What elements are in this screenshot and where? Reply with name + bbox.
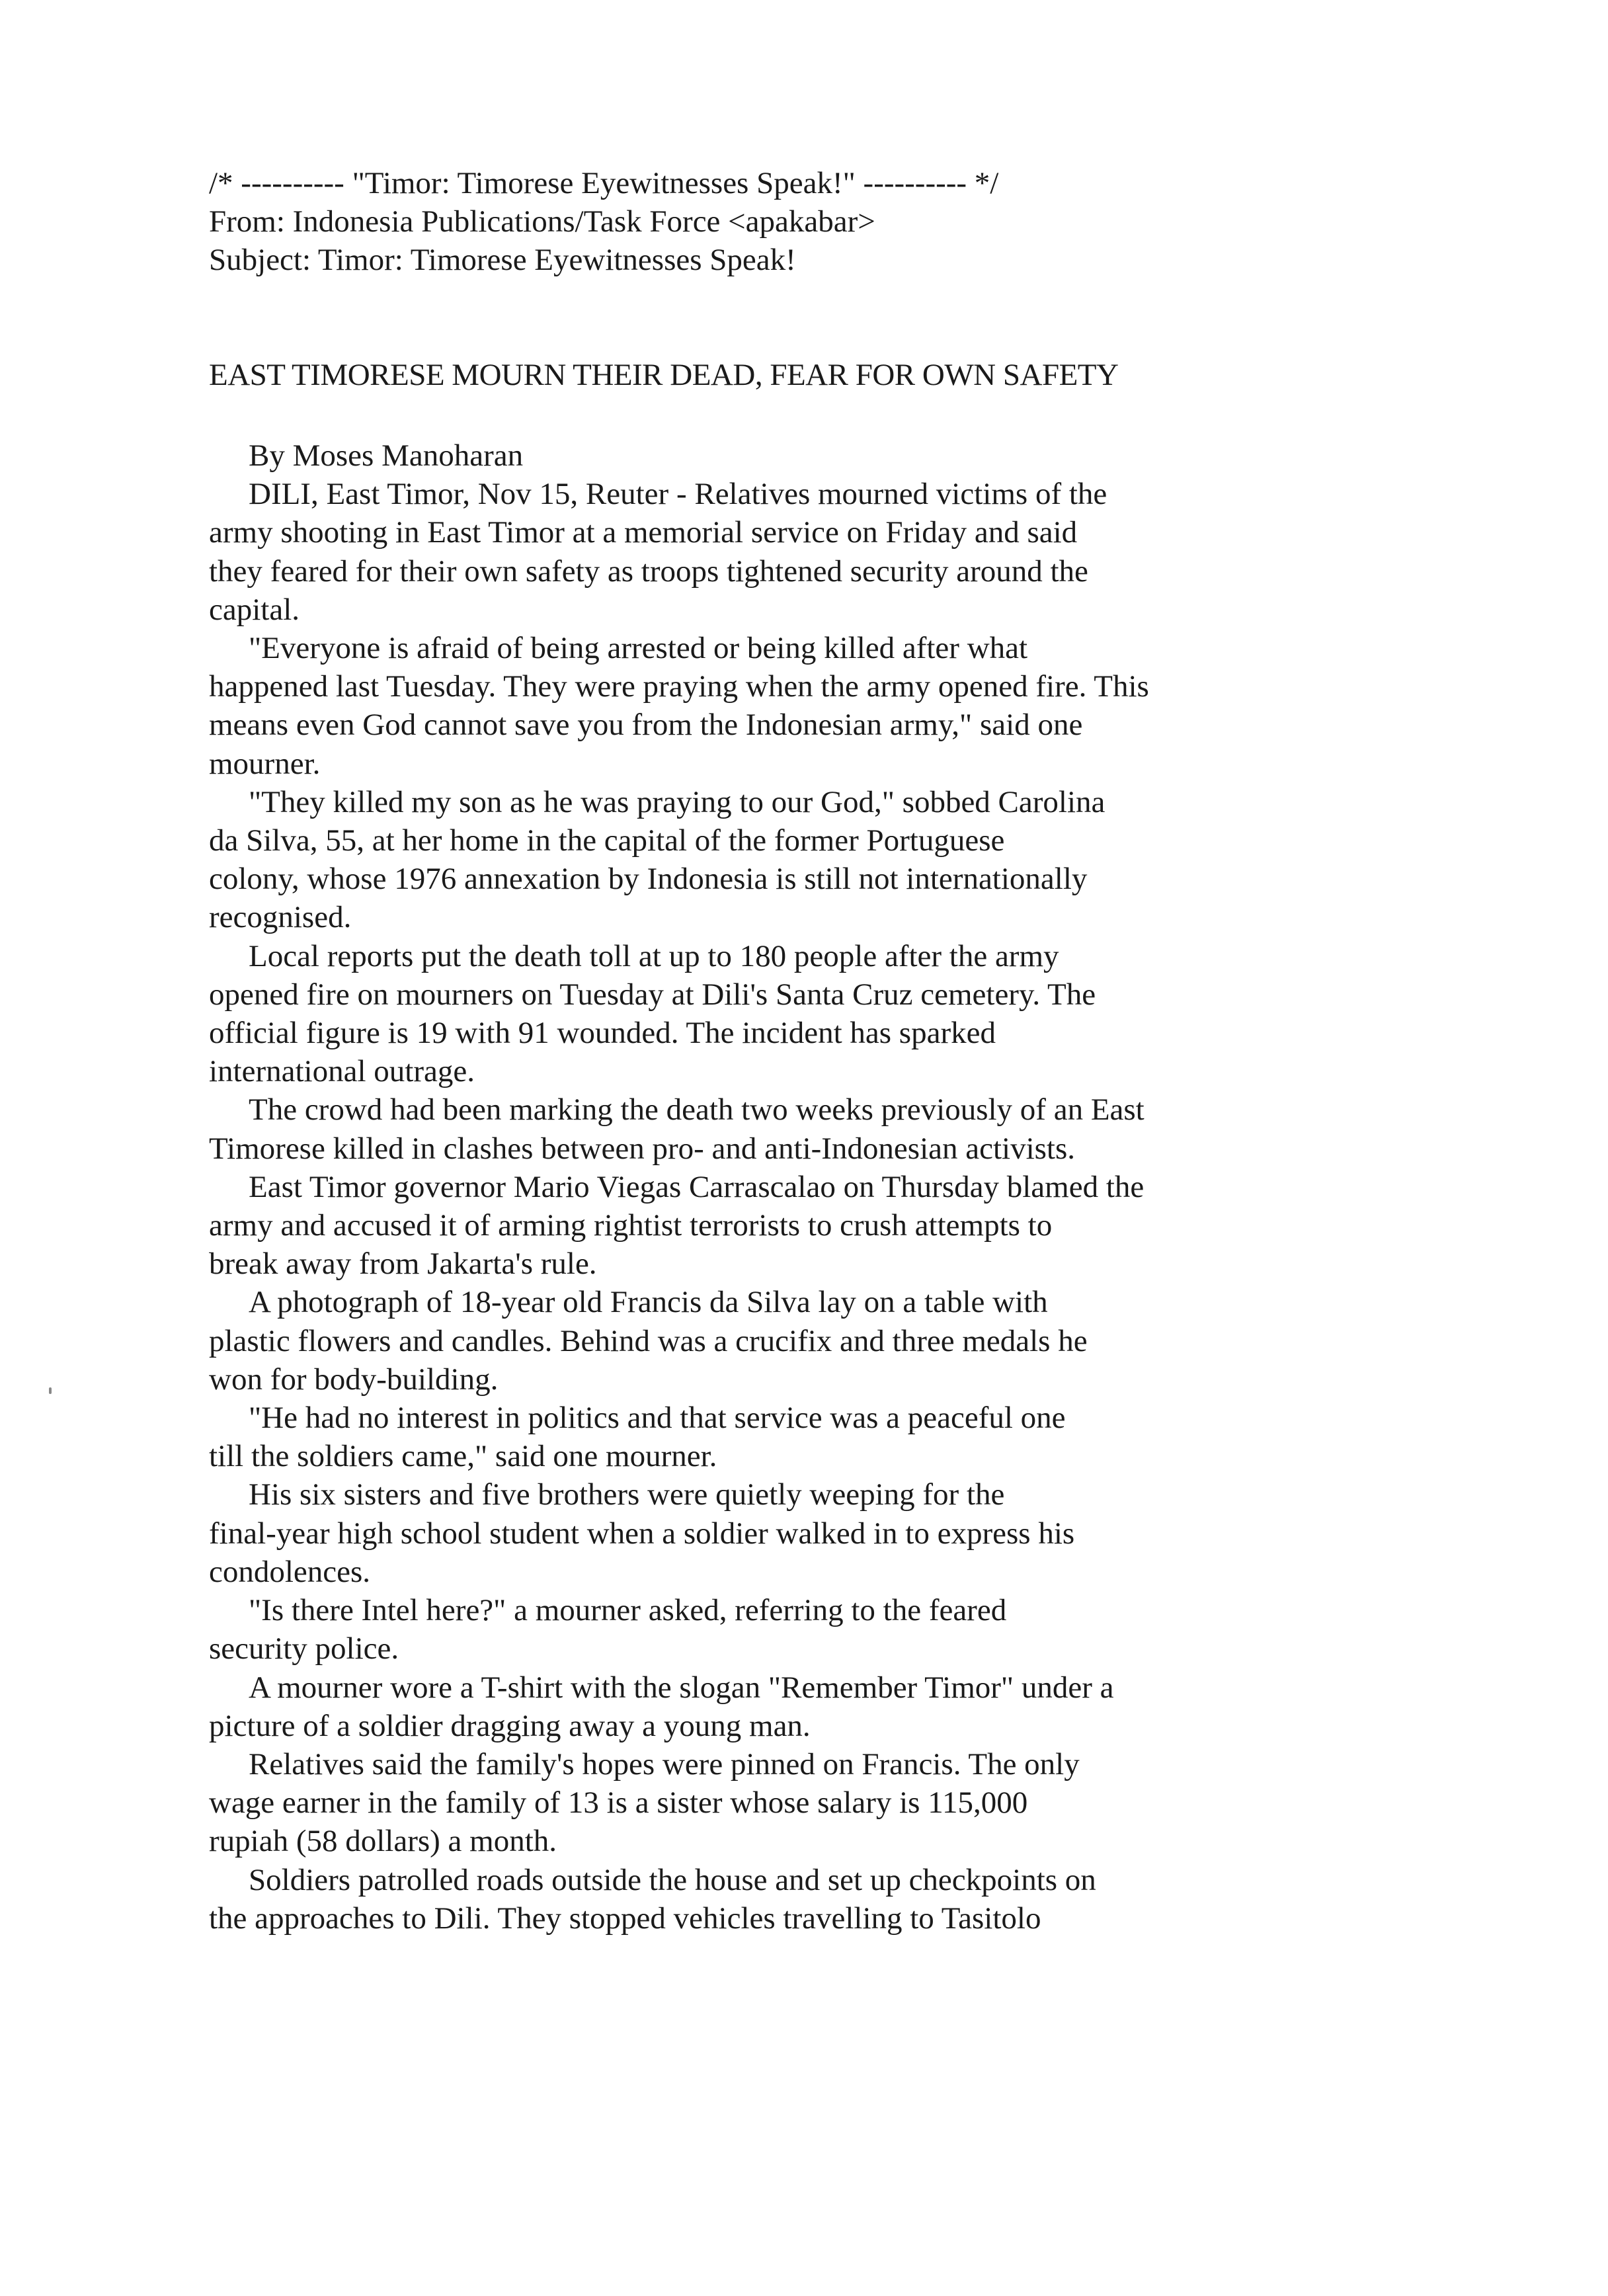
article-line: "They killed my son as he was praying to our God," sobbed Carolina [249,784,1106,819]
article-line: "Is there Intel here?" a mourner asked, referring to the feared [249,1593,1007,1628]
article-line: won for body-building. [209,1362,499,1397]
article-line: A mourner wore a T-shirt with the slogan "Remember Timor" under a [249,1670,1114,1705]
article-line: condolences. [209,1554,371,1589]
article-line: means even God cannot save you from the Indonesian army," said one [209,708,1083,743]
article-line: recognised. [209,900,352,935]
article-line: capital. [209,592,300,627]
article-line: till the soldiers came," said one mourner. [209,1439,717,1474]
article-line: break away from Jakarta's rule. [209,1247,597,1282]
scan-speck [49,1387,52,1394]
article-line: Relatives said the family's hopes were pinned on Francis. The only [249,1746,1080,1782]
article-line: army shooting in East Timor at a memorial service on Friday and said [209,515,1078,550]
article-body [209,436,1452,1938]
article-line: Timorese killed in clashes between pro- and anti-Indonesian activists. [209,1131,1076,1166]
article-line: international outrage. [209,1054,475,1089]
article-line: "He had no interest in politics and that service was a peaceful one [249,1401,1066,1436]
article-line: mourner. [209,746,321,781]
article-line: His six sisters and five brothers were quietly weeping for the [249,1477,1005,1512]
article-line: By Moses Manoharan [249,438,524,473]
from-line: From: Indonesia Publications/Task Force <apakabar> [209,204,875,239]
article-line: happened last Tuesday. They were praying when the army opened fire. This [209,669,1149,704]
article-headline: EAST TIMORESE MOURN THEIR DEAD, FEAR FOR OWN SAFETY [209,358,1119,392]
article-line: rupiah (58 dollars) a month. [209,1824,557,1859]
separator-line: /* ---------- "Timor: Timorese Eyewitnesses Speak!" ---------- */ [209,166,999,200]
article-line: colony, whose 1976 annexation by Indonesia is still not internationally [209,862,1088,897]
article-line: plastic flowers and candles. Behind was a crucifix and three medals he [209,1323,1088,1358]
article-line: East Timor governor Mario Viegas Carrascalao on Thursday blamed the [249,1169,1145,1204]
article-line: the approaches to Dili. They stopped vehicles travelling to Tasitolo [209,1901,1041,1936]
article-line: wage earner in the family of 13 is a sister whose salary is 115,000 [209,1785,1028,1821]
article-line: security police. [209,1631,399,1666]
article-line: DILI, East Timor, Nov 15, Reuter - Relatives mourned victims of the [249,477,1107,512]
message-header [209,164,1465,279]
article-line: opened fire on mourners on Tuesday at Dili's Santa Cruz cemetery. The [209,977,1096,1012]
article-line: A photograph of 18-year old Francis da Silva lay on a table with [249,1285,1048,1320]
article-line: Soldiers patrolled roads outside the house and set up checkpoints on [249,1862,1096,1897]
article-line: official figure is 19 with 91 wounded. The incident has sparked [209,1016,996,1051]
article-line: army and accused it of arming rightist terrorists to crush attempts to [209,1208,1053,1243]
article-line: picture of a soldier dragging away a young man. [209,1708,811,1743]
article-line: they feared for their own safety as troops tightened security around the [209,554,1088,589]
article-line: Local reports put the death toll at up to 180 people after the army [249,938,1059,973]
article-line: da Silva, 55, at her home in the capital of the former Portuguese [209,823,1005,858]
article-line: "Everyone is afraid of being arrested or being killed after what [249,631,1028,666]
article-line: The crowd had been marking the death two weeks previously of an East [249,1092,1145,1128]
article-line: final-year high school student when a soldier walked in to express his [209,1516,1075,1551]
subject-line: Subject: Timor: Timorese Eyewitnesses Speak! [209,243,796,277]
